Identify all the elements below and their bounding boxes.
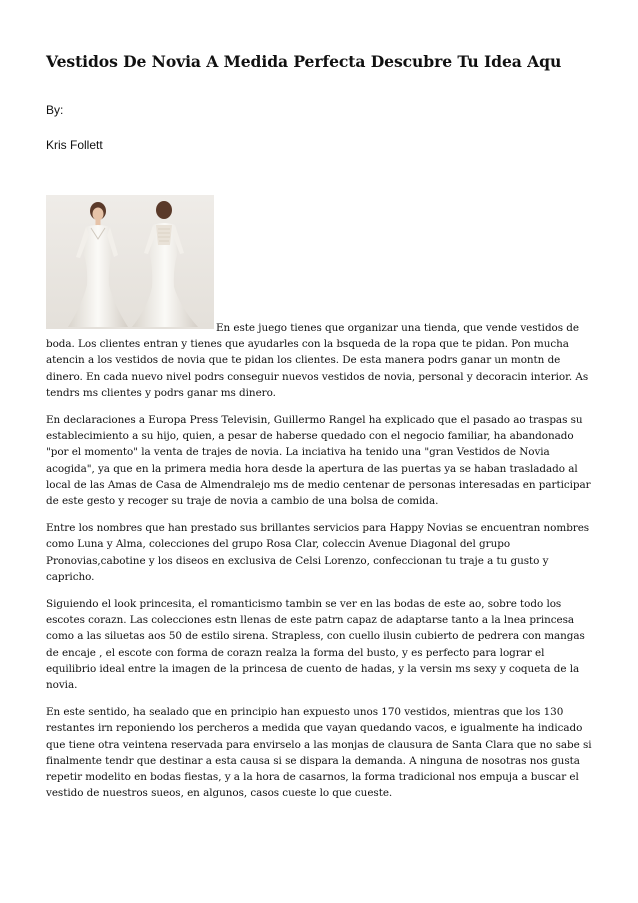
paragraph-2: En declaraciones a Europa Press Televisin, Guillermo Rangel ha explicado que el pasado ao traspas su establecimiento a su hijo, quien, a pesar de haberse quedado con el negocio familiar, ha abandonado "por el momento" la venta de trajes de novia. La inciativa ha tenido una "gran Vestidos de Novia acogida", ya que en la primera media hora desde la apertura de las puertas ya se haban trasladado al local de las Amas de Casa de Almendralejo ms de medio centenar de personas interesadas en participar de este gesto y recoger su traje de novia a cambio de una bolsa de comida. <box>46 414 591 508</box>
author-name: Kris Follett <box>46 138 103 152</box>
by-label: By: <box>46 103 64 117</box>
article-body <box>46 320 596 812</box>
paragraph-3: Entre los nombres que han prestado sus brillantes servicios para Happy Novias se encuentran nombres como Luna y Alma, colecciones del grupo Rosa Clar, coleccin Avenue Diagonal del grupo Pronovias,cabotine y los diseos en exclusiva de Celsi Lorenzo, confeccionan tu traje a tu gusto y capricho. <box>46 522 590 583</box>
paragraph-4: Siguiendo el look princesita, el romanticismo tambin se ver en las bodas de este ao, sobre todo los escotes corazn. Las colecciones estn llenas de este patrn capaz de adaptarse tanto a la lnea princesa como a las siluetas aos 50 de estilo sirena. Strapless, con cuello ilusin cubierto de pedrera con mangas de encaje , el escote con forma de corazn realza la forma del busto, y es perfecto para lograr el equilibrio ideal entre la imagen de la princesa de cuento de hadas, y la versin ms sexy y coqueta de la novia. <box>46 598 585 692</box>
document-title: Vestidos De Novia A Medida Perfecta Descubre Tu Idea Aqu <box>46 52 562 71</box>
paragraph-1: En este juego tienes que organizar una tienda, que vende vestidos de boda. Los clientes entran y tienes que ayudarles con la bsqueda de la ropa que te pidan. Pon mucha atencin a los vestidos de novia que te pidan los clientes. De esta manera podrs ganar un montn de dinero. En cada nuevo nivel podrs conseguir nuevos vestidos de novia, personal y decoracin interior. As tendrs ms clientes y podrs ganar ms dinero. <box>46 322 589 399</box>
wedding-dress-photo-icon <box>46 195 214 329</box>
paragraph-5: En este sentido, ha sealado que en principio han expuesto unos 170 vestidos, mientras que los 130 restantes irn reponiendo los percheros a medida que vayan quedando vacos, e igualmente ha indicado que tiene otra veintena reservada para envirselo a las monjas de clausura de Santa Clara que no sabe si finalmente tendr que destinar a esta causa si se dispara la demanda. A ninguna de nosotras nos gusta repetir modelito en bodas fiestas, y a la hora de casarnos, la forma tradicional nos empuja a buscar el vestido de nuestros sueos, en algunos, casos cueste lo que cueste. <box>46 706 592 800</box>
